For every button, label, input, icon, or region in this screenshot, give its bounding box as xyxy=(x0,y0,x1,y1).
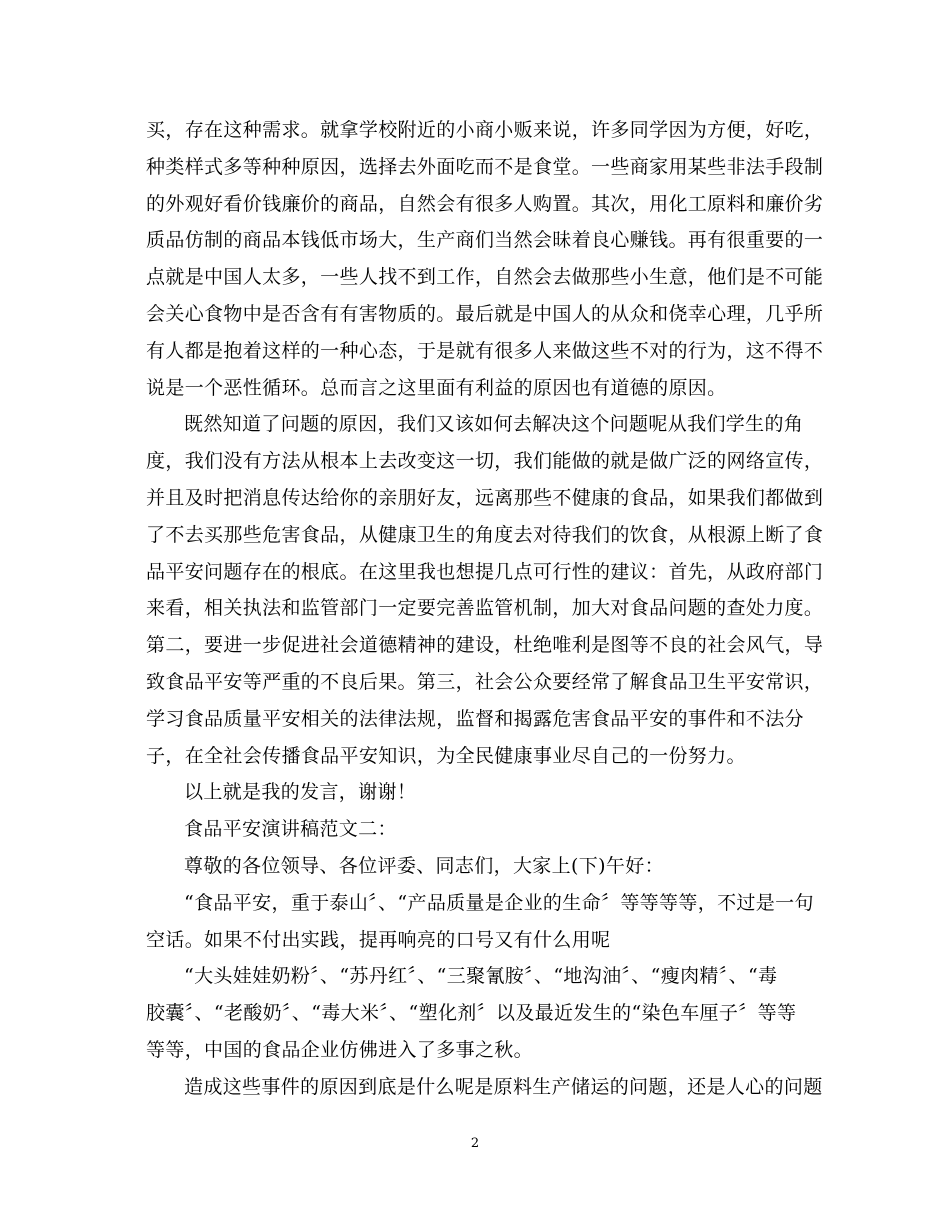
text-line: 点就是中国人太多，一些人找不到工作，自然会去做那些小生意，他们是不可能 xyxy=(146,266,824,289)
paragraph xyxy=(146,774,806,811)
text-line: 胶囊〞、“老酸奶〞、“毒大米〞、“塑化剂〞以及最近发生的“染色车厘子〞等等 xyxy=(146,1002,797,1025)
paragraph xyxy=(146,406,824,774)
text-line: 了不去买那些危害食品，从健康卫生的角度去对待我们的饮食，从根源上断了食 xyxy=(146,523,824,546)
text-line: “食品平安，重于泰山〞、“产品质量是企业的生命〞等等等等，不过是一句 xyxy=(184,891,814,914)
text-line: 造成这些事件的原因到底是什么呢是原料生产储运的问题，还是人心的问题 xyxy=(184,1075,823,1098)
text-line: 度，我们没有方法从根本上去改变这一切，我们能做的就是做广泛的网络宣传， xyxy=(146,450,824,473)
text-line: 子，在全社会传播食品平安知识，为全民健康事业尽自己的一份努力。 xyxy=(146,744,746,767)
text-line: 品平安问题存在的根底。在这里我也想提几点可行性的建议：首先，从政府部门 xyxy=(146,560,824,583)
text-line: 空话。如果不付出实践，提再响亮的口号又有什么用呢 xyxy=(146,928,611,951)
text-line: 既然知道了问题的原因，我们又该如何去解决这个问题呢从我们学生的角 xyxy=(184,413,804,436)
text-line: 质品仿制的商品本钱低市场大，生产商们当然会昧着良心赚钱。再有很重要的一 xyxy=(146,229,824,252)
text-line: 并且及时把消息传达给你的亲朋好友，远离那些不健康的食品，如果我们都做到 xyxy=(146,486,824,509)
text-line: 说是一个恶性循环。总而言之这里面有利益的原因也有道德的原因。 xyxy=(146,376,727,399)
text-line: 会关心食物中是否含有有害物质的。最后就是中国人的从众和侥幸心理，几乎所 xyxy=(146,302,824,325)
text-line: 有人都是抱着这样的一种心态，于是就有很多人来做这些不对的行为，这不得不 xyxy=(146,339,824,362)
text-line: 学习食品质量平安相关的法律法规，监督和揭露危害食品平安的事件和不法分 xyxy=(146,707,804,730)
text-line: 等等，中国的食品企业仿佛进入了多事之秋。 xyxy=(146,1038,534,1061)
text-line: 食品平安演讲稿范文二： xyxy=(184,818,397,841)
paragraph xyxy=(146,885,814,959)
section-heading xyxy=(146,811,806,848)
document-body xyxy=(146,112,824,1106)
paragraph xyxy=(146,958,806,1068)
text-line: 买，存在这种需求。就拿学校附近的小商小贩来说，许多同学因为方便，好吃， xyxy=(146,119,824,141)
text-line: 的外观好看价钱廉价的商品，自然会有很多人购置。其次，用化工原料和廉价劣 xyxy=(146,192,824,215)
text-line: 第二，要进一步促进社会道德精神的建设，杜绝唯利是图等不良的社会风气，导 xyxy=(146,634,824,657)
text-line: 种类样式多等种种原因，选择去外面吃而不是食堂。一些商家用某些非法手段制 xyxy=(146,155,824,178)
text-line: 来看，相关执法和监管部门一定要完善监管机制，加大对食品问题的查处力度。 xyxy=(146,597,824,620)
text-line: 以上就是我的发言，谢谢！ xyxy=(184,781,417,804)
text-line: 尊敬的各位领导、各位评委、同志们，大家上(下)午好： xyxy=(184,854,664,877)
text-line: 致食品平安等严重的不良后果。第三，社会公众要经常了解食品卫生平安常识， xyxy=(146,670,824,693)
page-number: 2 xyxy=(470,1136,480,1151)
text-line: “大头娃娃奶粉〞、“苏丹红〞、“三聚氰胺〞、“地沟油〞、“瘦肉精〞、“毒 xyxy=(184,965,778,988)
salutation xyxy=(146,848,806,885)
paragraph xyxy=(146,1069,823,1106)
paragraph xyxy=(146,112,824,406)
